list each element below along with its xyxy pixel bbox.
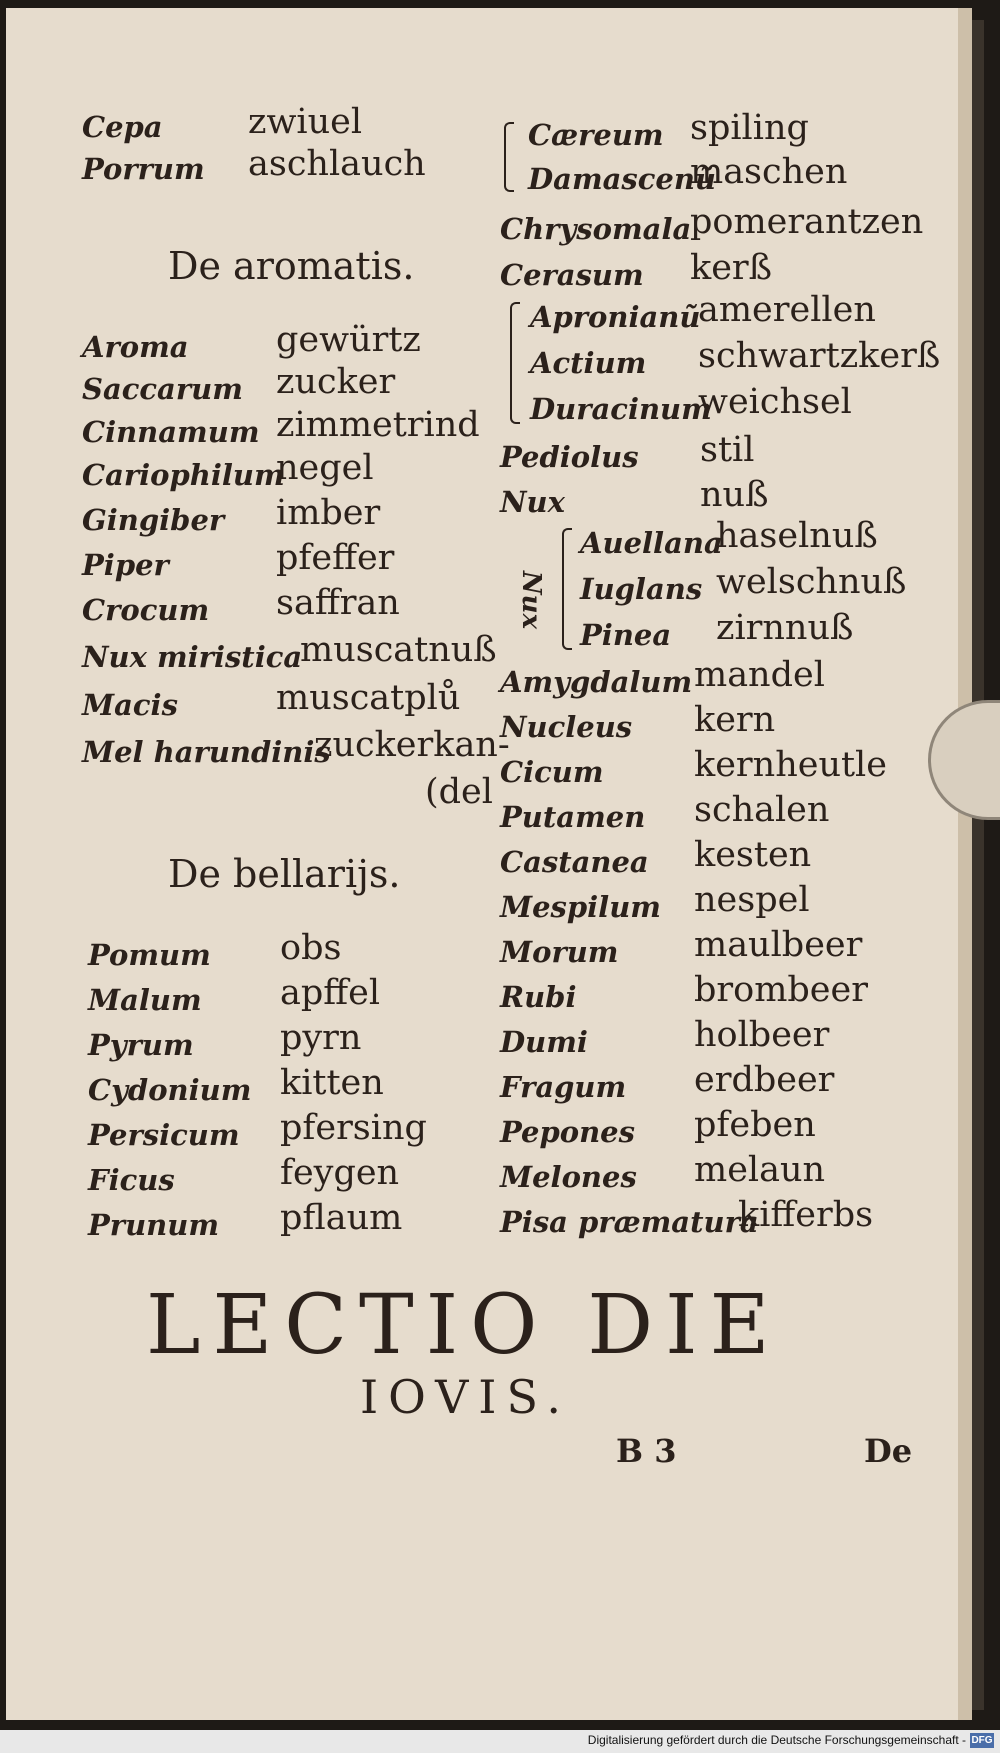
- latin-term: Prunum: [88, 1208, 220, 1242]
- german-term: zucker: [276, 362, 396, 402]
- latin-term: Malum: [88, 983, 202, 1017]
- german-term: pyrn: [280, 1018, 362, 1058]
- latin-term: Ficus: [88, 1163, 175, 1197]
- latin-term: Pyrum: [88, 1028, 194, 1062]
- latin-term: Pepones: [500, 1115, 635, 1149]
- latin-term: Cydonium: [88, 1073, 252, 1107]
- german-term: feygen: [280, 1153, 400, 1193]
- latin-term: Rubi: [500, 980, 577, 1014]
- german-term: amerellen: [698, 290, 876, 330]
- german-term: maschen: [690, 152, 848, 192]
- german-term: zuckerkan-: [314, 725, 510, 765]
- latin-term: Piper: [82, 548, 169, 582]
- latin-term: Aroma: [82, 330, 189, 364]
- bracket: [504, 122, 514, 192]
- german-term: schalen: [694, 790, 830, 830]
- latin-term: Cæreum: [528, 118, 664, 152]
- latin-term: Saccarum: [82, 372, 243, 406]
- german-term: muscatplů: [276, 678, 461, 718]
- latin-term: Pomum: [88, 938, 211, 972]
- german-term: aschlauch: [248, 144, 426, 184]
- latin-term: Persicum: [88, 1118, 240, 1152]
- german-term: zimmetrind: [276, 405, 480, 445]
- latin-term: Apronianũ: [530, 300, 701, 334]
- german-term: stil: [700, 430, 755, 470]
- latin-term: Nux: [500, 485, 565, 519]
- german-term: melaun: [694, 1150, 826, 1190]
- german-term: obs: [280, 928, 342, 968]
- latin-term: Nucleus: [500, 710, 633, 744]
- german-term: kerß: [690, 248, 773, 288]
- latin-term: Cicum: [500, 755, 604, 789]
- page-edge: [972, 20, 984, 1710]
- latin-term: Macis: [82, 688, 178, 722]
- german-term: maulbeer: [694, 925, 863, 965]
- german-term: erdbeer: [694, 1060, 835, 1100]
- latin-term: Cinnamum: [82, 415, 260, 449]
- german-term: pfersing: [280, 1108, 427, 1148]
- german-term: saffran: [276, 583, 400, 623]
- section-heading: De aromatis.: [168, 244, 415, 288]
- german-term: pflaum: [280, 1198, 403, 1238]
- latin-term: Duracinum: [530, 392, 712, 426]
- bracket: [510, 302, 520, 424]
- german-term: spiling: [690, 108, 809, 148]
- latin-term: Morum: [500, 935, 619, 969]
- latin-term: Auellana: [580, 526, 723, 560]
- german-term: muscatnuß: [300, 630, 497, 670]
- latin-term: Damascenũ: [528, 162, 717, 196]
- german-term: nuß: [700, 475, 769, 515]
- continuation-text: (del: [425, 772, 493, 812]
- footer-credit: Digitalisierung gefördert durch die Deutsche Forschungsgemeinschaft -: [587, 1733, 966, 1747]
- german-term: pfeffer: [276, 538, 395, 578]
- latin-term: Castanea: [500, 845, 649, 879]
- latin-term: Putamen: [500, 800, 646, 834]
- signature-mark: B 3: [616, 1432, 677, 1470]
- latin-term: Mespilum: [500, 890, 661, 924]
- german-term: kesten: [694, 835, 812, 875]
- latin-term: Cepa: [82, 110, 163, 144]
- german-term: kernheutle: [694, 745, 887, 785]
- german-term: kitten: [280, 1063, 384, 1103]
- german-term: zwiuel: [248, 102, 363, 142]
- latin-term: Chrysomala: [500, 212, 692, 246]
- german-term: brombeer: [694, 970, 868, 1010]
- latin-term: Porrum: [82, 152, 205, 186]
- latin-term: Fragum: [500, 1070, 627, 1104]
- section-heading: De bellarijs.: [168, 852, 401, 896]
- german-term: zirnnuß: [716, 608, 854, 648]
- latin-term: Crocum: [82, 593, 210, 627]
- lection-title: LECTIO DIE: [146, 1278, 782, 1373]
- nux-side-label: Nux: [516, 570, 547, 630]
- german-term: negel: [276, 448, 374, 488]
- german-term: nespel: [694, 880, 810, 920]
- german-term: pfeben: [694, 1105, 816, 1145]
- german-term: haselnuß: [716, 516, 878, 556]
- german-term: weichsel: [698, 382, 852, 422]
- german-term: mandel: [694, 655, 825, 695]
- german-term: gewürtz: [276, 320, 421, 360]
- latin-term: Cerasum: [500, 258, 644, 292]
- book-page: [6, 8, 972, 1720]
- german-term: schwartzkerß: [698, 336, 941, 376]
- german-term: imber: [276, 493, 381, 533]
- latin-term: Nux miristica: [82, 640, 303, 674]
- latin-term: Pinea: [580, 618, 672, 652]
- german-term: holbeer: [694, 1015, 830, 1055]
- german-term: apffel: [280, 973, 381, 1013]
- german-term: pomerantzen: [690, 202, 924, 242]
- latin-term: Mel harundinis: [82, 735, 331, 769]
- latin-term: Gingiber: [82, 503, 225, 537]
- latin-term: Actium: [530, 346, 647, 380]
- german-term: kern: [694, 700, 776, 740]
- bracket: [562, 528, 572, 650]
- latin-term: Dumi: [500, 1025, 588, 1059]
- latin-term: Melones: [500, 1160, 637, 1194]
- german-term: kifferbs: [738, 1195, 874, 1235]
- catchword: De: [864, 1432, 913, 1470]
- german-term: welschnuß: [716, 562, 907, 602]
- dfg-logo-icon: DFG: [971, 1735, 993, 1746]
- latin-term: Pisa præmatura: [500, 1205, 759, 1239]
- latin-term: Pediolus: [500, 440, 639, 474]
- lection-subtitle: IOVIS.: [360, 1370, 571, 1424]
- footer-bar: [0, 1730, 1000, 1753]
- latin-term: Cariophilum: [82, 458, 285, 492]
- latin-term: Iuglans: [580, 572, 703, 606]
- latin-term: Amygdalum: [500, 665, 693, 699]
